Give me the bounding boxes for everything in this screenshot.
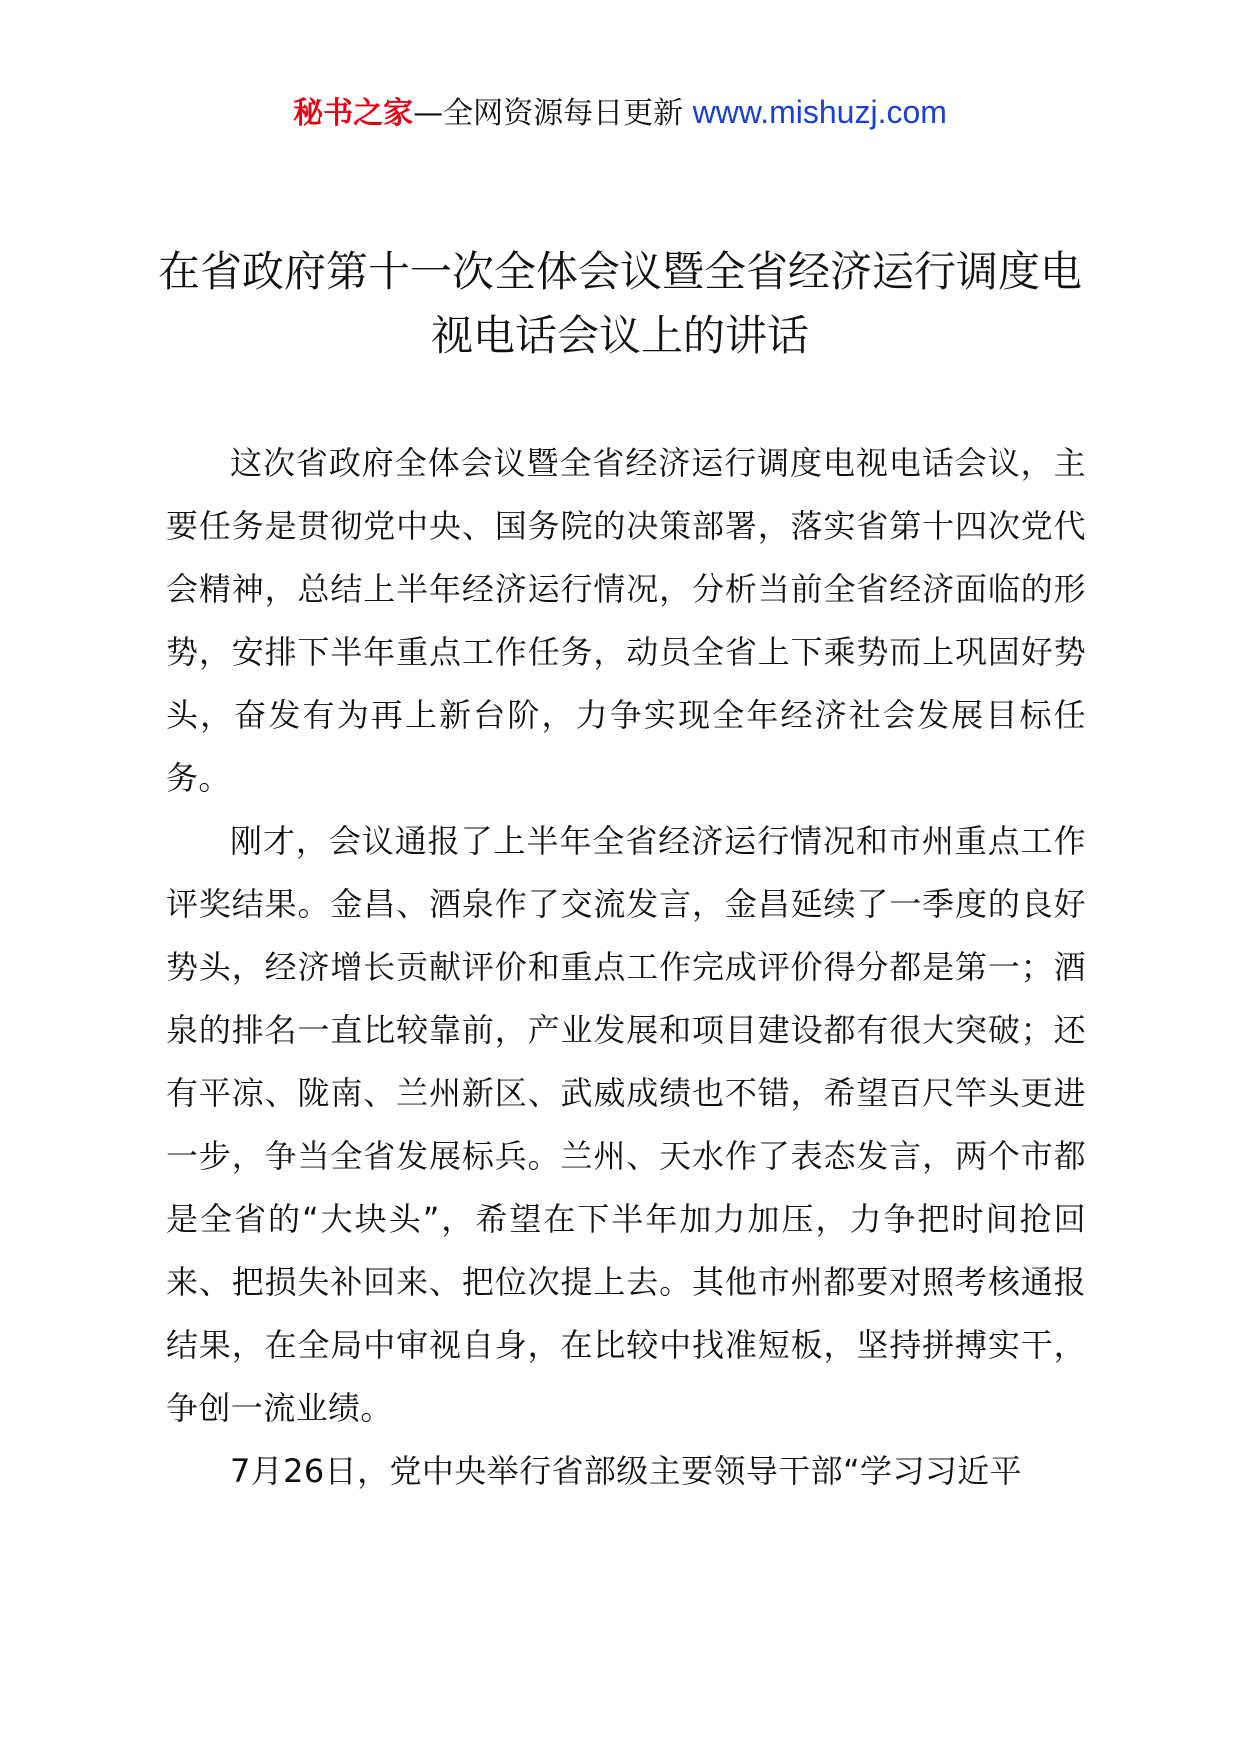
document-title: 在省政府第十一次全体会议暨全省经济运行调度电视电话会议上的讲话 bbox=[157, 247, 1082, 360]
site-header bbox=[0, 92, 1240, 134]
paragraph: 这次省政府全体会议暨全省经济运行调度电视电话会议，主要任务是贯彻党中央、国务院的决策部署，落实省第十四次党代会精神，总结上半年经济运行情况，分析当前全省经济面临的形势，安排下半年重点工作任务，动员全省上下乘势而上巩固好势头，奋发有为再上新台阶，力争实现全年经济社会发展目标任务。 bbox=[166, 444, 1086, 797]
paragraph: 7月26日，党中央举行省部级主要领导干部“学习习近平 bbox=[230, 1452, 1023, 1490]
site-url-link[interactable]: www.mishuzj.com bbox=[692, 94, 947, 130]
site-brand: 秘书之家 bbox=[293, 96, 414, 131]
paragraph: 刚才，会议通报了上半年全省经济运行情况和市州重点工作评奖结果。金昌、酒泉作了交流发言，金昌延续了一季度的良好势头，经济增长贡献评价和重点工作完成评价得分都是第一；酒泉的排名一直比较靠前，产业发展和项目建设都有很大突破；还有平凉、陇南、兰州新区、武威成绩也不错，希望百尺竿头更进一步，争当全省发展标兵。兰州、天水作了表态发言，两个市都是全省的“大块头”，希望在下半年加力加压，力争把时间抢回来、把损失补回来、把位次提上去。其他市州都要对照考核通报结果，在全局中审视自身，在比较中找准短板，坚持拼搏实干，争创一流业绩。 bbox=[166, 822, 1086, 1427]
document-body bbox=[166, 432, 1086, 1503]
site-slogan: —全网资源每日更新 bbox=[413, 96, 684, 131]
